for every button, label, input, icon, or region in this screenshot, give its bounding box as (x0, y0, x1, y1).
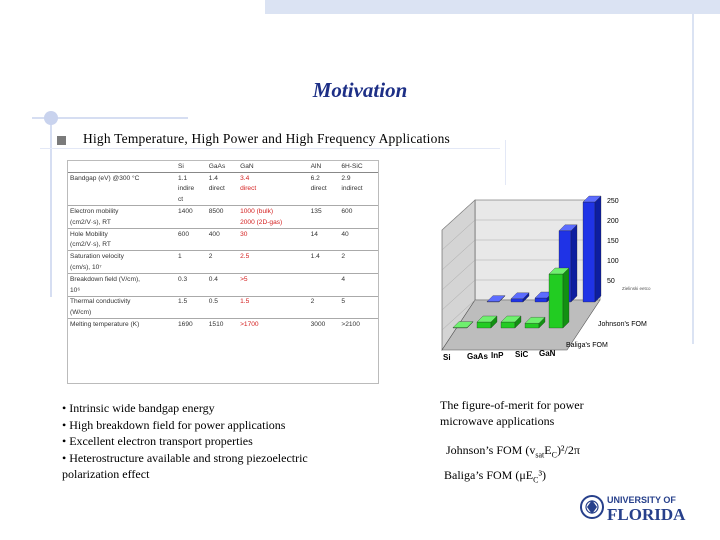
table-cell: 4 (339, 273, 378, 284)
table-cell (207, 194, 238, 205)
table-cell: (cm2/V·s), RT (70, 241, 111, 249)
table-row (68, 262, 378, 273)
table-cell: Hole Mobility (68, 228, 176, 239)
slide-title: Motivation (312, 78, 408, 102)
table-cell (176, 217, 207, 228)
johnson-bar (511, 299, 523, 302)
johnson-bar (535, 298, 547, 302)
table-row (68, 273, 378, 284)
decor-tick (505, 140, 506, 185)
table-cell (176, 262, 207, 273)
advantage-item: • Heterostructure available and strong piezoelectric polarization effect (62, 450, 308, 481)
table-cell (207, 285, 238, 296)
table-cell: 5 (339, 296, 378, 307)
table-cell (207, 262, 238, 273)
table-header-row (68, 161, 378, 172)
table-cell: 0.3 (176, 273, 207, 284)
table-cell: 600 (176, 228, 207, 239)
table-cell (68, 184, 176, 195)
x-tick-label: GaAs (467, 352, 488, 361)
table-cell: (cm2/V·s), RT (70, 218, 111, 226)
table-row (68, 228, 378, 239)
table-cell: 1000 (bulk) (238, 206, 309, 217)
decor-underline (40, 148, 500, 149)
table-cell (207, 217, 238, 228)
table-cell: >2100 (339, 319, 378, 330)
table-cell (207, 240, 238, 251)
table-cell: 1 (176, 251, 207, 262)
table-cell: >1700 (238, 319, 309, 330)
legend-johnson: Johnson's FOM (598, 321, 647, 328)
baliga-bar (549, 274, 563, 328)
table-row (68, 172, 378, 183)
table-header-cell: Si (176, 161, 207, 172)
table-cell: >5 (238, 273, 309, 284)
x-tick-label: SiC (515, 350, 529, 359)
fom-description (440, 397, 584, 429)
table-cell (339, 194, 378, 205)
axis-note: Zielinski eetco (622, 286, 651, 291)
table-cell: (W/cm) (70, 309, 92, 317)
table-cell (309, 240, 340, 251)
florida-seal-icon (581, 496, 603, 518)
johnson-bar (583, 202, 595, 302)
table-row (68, 206, 378, 217)
bullet-square-icon (57, 136, 66, 145)
table-cell (339, 240, 378, 251)
table-cell: direct (208, 185, 225, 193)
advantage-item: • Intrinsic wide bandgap energy (62, 401, 215, 415)
properties-table (68, 161, 378, 330)
table-cell (238, 262, 309, 273)
y-tick-label: 100 (607, 258, 619, 265)
table-cell: 1.5 (238, 296, 309, 307)
advantage-item: • High breakdown field for power applications (62, 417, 286, 432)
table-cell: 2 (207, 251, 238, 262)
table-cell: 3.4 (240, 174, 250, 182)
fom-line-2: microwave applications (440, 414, 555, 428)
table-cell: 1.1 (178, 174, 188, 182)
right-decor-line (692, 14, 694, 344)
x-tick-label: Si (443, 353, 451, 362)
table-cell: 40 (339, 228, 378, 239)
decor-line-vertical (50, 117, 52, 297)
table-cell (207, 307, 238, 318)
table-cell: 30 (238, 228, 309, 239)
fom-bar-chart (430, 180, 690, 370)
table-cell (238, 240, 309, 251)
table-cell (309, 273, 340, 284)
table-cell (238, 194, 309, 205)
table-cell: Electron mobility (68, 206, 176, 217)
table-row (68, 307, 378, 318)
baliga-bar (525, 323, 539, 328)
legend-baliga: Baliga's FOM (566, 342, 608, 349)
table-cell: 14 (309, 228, 340, 239)
x-tick-label: InP (491, 351, 504, 360)
table-cell: 135 (309, 206, 340, 217)
table-cell: 1510 (207, 319, 238, 330)
baliga-bar (477, 322, 491, 328)
decor-dot (44, 111, 58, 125)
table-cell: 2.5 (238, 251, 309, 262)
table-cell (339, 285, 378, 296)
table-row (68, 319, 378, 330)
table-cell (309, 194, 340, 205)
johnson-bar-side (571, 225, 577, 302)
table-row (68, 285, 378, 296)
johnson-bar-side (595, 196, 601, 302)
table-cell (176, 285, 207, 296)
table-header-cell: GaN (238, 161, 309, 172)
table-cell: Bandgap (eV) @300 °C (70, 174, 140, 182)
table-cell (339, 307, 378, 318)
table-cell (339, 217, 378, 228)
top-accent-bar (265, 0, 720, 14)
table-cell (176, 240, 207, 251)
y-tick-label: 200 (607, 218, 619, 225)
baliga-fom-formula: Baliga’s FOM $(\mu E_C^3)$ (444, 468, 547, 485)
logo-line-2: FLORIDA (607, 505, 686, 524)
table-header-cell: GaAs (207, 161, 238, 172)
table-cell: direct (240, 185, 257, 193)
table-cell (238, 307, 309, 318)
table-cell: indire (178, 185, 195, 193)
table-cell: (cm/s), 10⁷ (70, 264, 102, 272)
table-cell: 2 (339, 251, 378, 262)
chart-back-wall (475, 200, 600, 300)
table-cell: 8500 (207, 206, 238, 217)
table-cell: indirect (341, 185, 363, 193)
table-cell (309, 262, 340, 273)
table-cell: 0.5 (207, 296, 238, 307)
y-tick-label: 250 (607, 198, 619, 205)
table-cell: 1400 (176, 206, 207, 217)
logo-line-1: UNIVERSITY OF (607, 495, 676, 505)
fom-line-1: The figure-of-merit for power (440, 398, 584, 412)
table-row (68, 194, 378, 205)
x-tick-label: GaN (539, 349, 556, 358)
table-header-cell (68, 161, 176, 172)
table-cell (309, 285, 340, 296)
table-header-cell: 6H-SiC (339, 161, 378, 172)
table-cell: direct (310, 185, 327, 193)
properties-table-image (67, 160, 379, 384)
main-bullet-text: High Temperature, High Power and High Frequency Applications (83, 131, 450, 146)
table-cell: 1690 (176, 319, 207, 330)
table-cell: 2.9 (341, 174, 351, 182)
table-header-cell: AlN (309, 161, 340, 172)
table-cell: Saturation velocity (68, 251, 176, 262)
table-row (68, 217, 378, 228)
table-cell: 600 (339, 206, 378, 217)
table-cell: 2000 (2D-gas) (240, 218, 283, 226)
table-row (68, 240, 378, 251)
table-cell: 400 (207, 228, 238, 239)
university-of-florida-logo (580, 490, 690, 525)
table-cell: 3000 (309, 319, 340, 330)
table-cell: 1.4 (309, 251, 340, 262)
table-cell (68, 194, 176, 205)
baliga-bar (501, 322, 515, 328)
table-cell: 6.2 (310, 174, 320, 182)
table-cell: 2 (309, 296, 340, 307)
y-tick-label: 150 (607, 238, 619, 245)
table-cell: Thermal conductivity (68, 296, 176, 307)
baliga-bar-side (563, 268, 569, 328)
table-row (68, 296, 378, 307)
table-cell (176, 307, 207, 318)
table-cell (238, 285, 309, 296)
table-cell: Breakdown field (V/cm), (68, 273, 176, 284)
table-cell: 10⁶ (70, 286, 81, 294)
advantages-list (62, 400, 362, 483)
table-row (68, 184, 378, 195)
table-cell: 1.5 (176, 296, 207, 307)
advantage-item: • Excellent electron transport properties (62, 434, 253, 448)
y-tick-label: 50 (607, 278, 615, 285)
table-cell: 1.4 (208, 174, 218, 182)
table-cell (339, 262, 378, 273)
table-cell: Melting temperature (K) (68, 319, 176, 330)
table-cell (309, 307, 340, 318)
table-cell: ct (178, 196, 184, 204)
table-cell: 0.4 (207, 273, 238, 284)
table-cell (309, 217, 340, 228)
table-row (68, 251, 378, 262)
johnson-fom-formula: Johnson’s FOM $(v_{sat}E_C)^2/2\pi$ (446, 443, 580, 460)
